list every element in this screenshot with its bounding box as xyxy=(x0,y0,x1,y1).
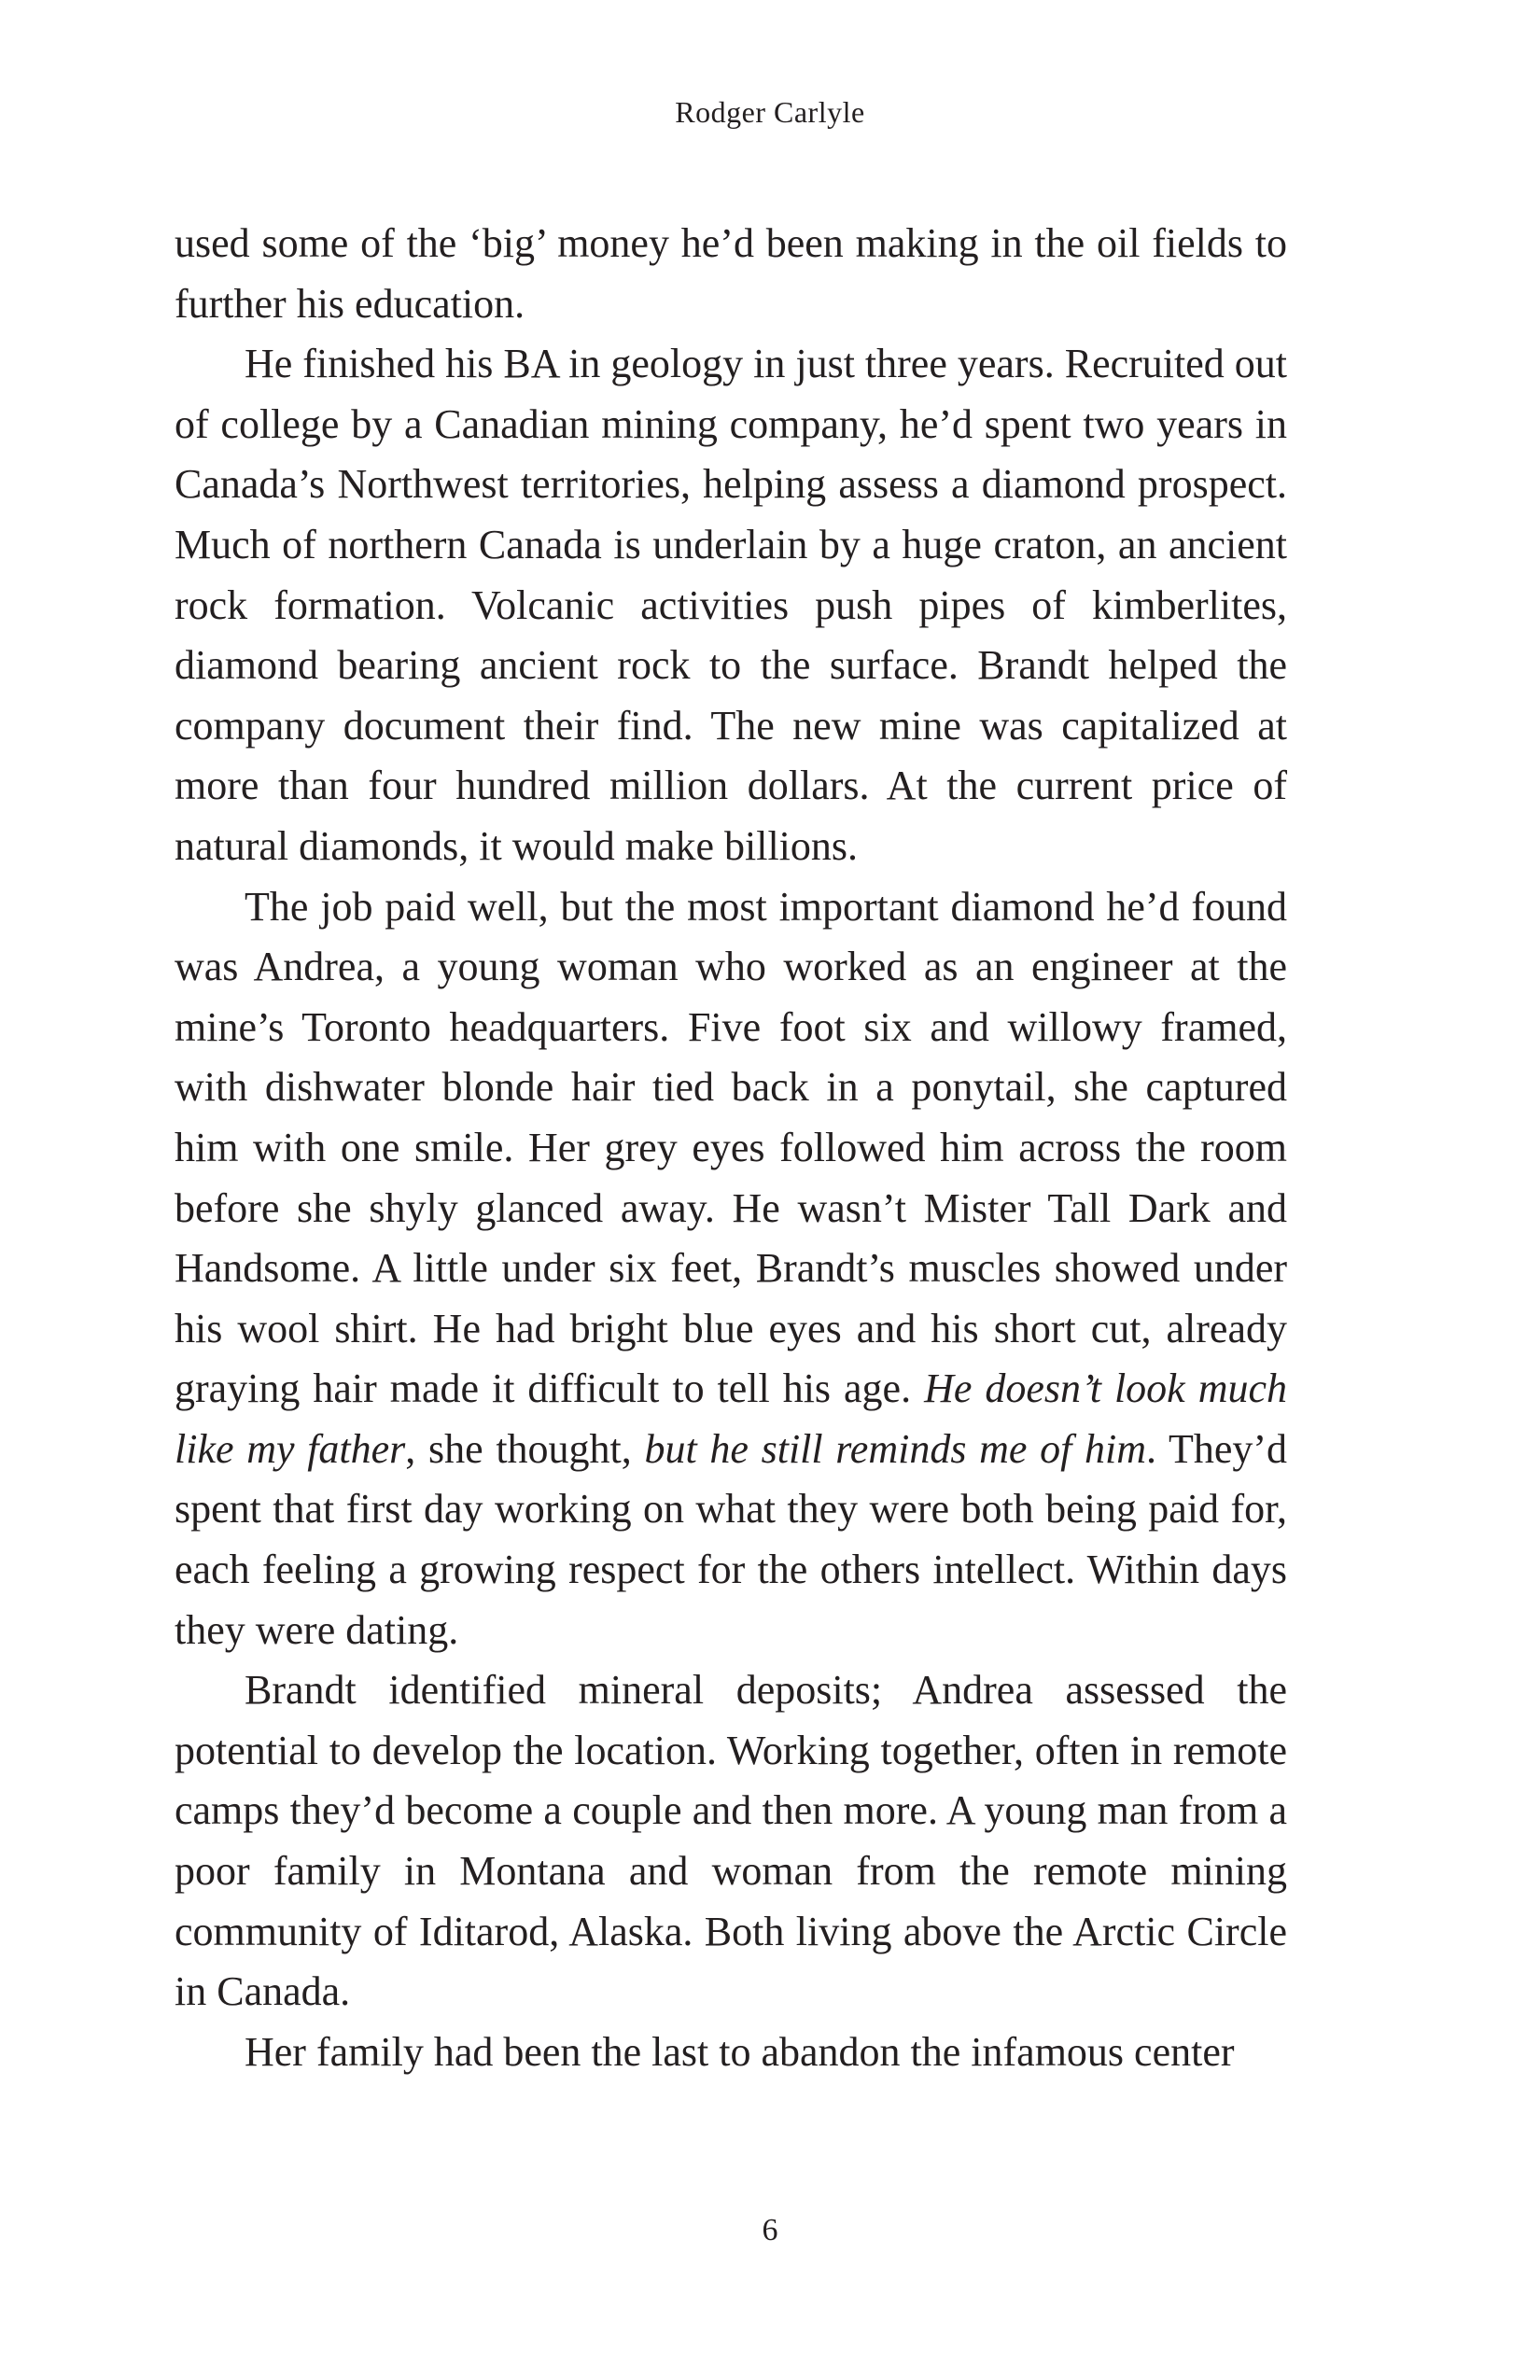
paragraph-1-text: used some of the ‘big’ money he’d been making in the oil fields to further his education. xyxy=(175,220,1287,327)
paragraph-2 xyxy=(175,334,1287,876)
page-number xyxy=(0,2212,1540,2249)
paragraph-3-italic-a: He doesn’t look much like my father xyxy=(175,1365,1287,1472)
paragraph-2-text: He finished his BA in geology in just three years. Recruited out of college by a Canadian mining company, he’d spent two years in Canada’s Northwest territories, helping assess a diamond prospect. Much of northern Canada is underlain by a huge craton, an ancient rock formation. Volcanic activities push pipes of kimberlites, diamond bearing ancient rock to the surface. Brandt helped the company document their find. The new mine was capitalized at more than four hundred million dollars. At the current price of natural diamonds, it would make billions. xyxy=(175,341,1287,869)
paragraph-3-text-b: , she thought, xyxy=(405,1425,645,1472)
running-header xyxy=(0,93,1540,131)
paragraph-5 xyxy=(175,2023,1287,2083)
author-name: Rodger Carlyle xyxy=(675,95,865,129)
paragraph-4-text: Brandt identified mineral deposits; Andrea assessed the potential to develop the location. Working together, often in remote camps they’d become a couple and then more. A young man from a poor family in Montana and woman from the remote mining community of Iditarod, Alaska. Both living above the Arctic Circle in Canada. xyxy=(175,1667,1287,2015)
paragraph-5-text: Her family had been the last to abandon the infamous center xyxy=(245,2028,1235,2075)
paragraph-3-text-c: . They’d spent that first day working on what they were both being paid for, each feeling a growing respect for the others intellect. Within days they were dating. xyxy=(175,1425,1287,1653)
paragraph-3-italic-b: but he still reminds me of him xyxy=(644,1425,1147,1472)
paragraph-3-text-a: The job paid well, but the most important diamond he’d found was Andrea, a young woman who worked as an engineer at the mine’s Toronto headquarters. Five foot six and willowy framed, with dishwater blonde hair tied back in a ponytail, she captured him with one smile. Her grey eyes followed him across the room before she shyly glanced away. He wasn’t Mister Tall Dark and Handsome. A little under six feet, Brandt’s muscles showed under his wool shirt. He had bright blue eyes and his short cut, already graying hair made it difficult to tell his age. xyxy=(175,883,1287,1412)
paragraph-4 xyxy=(175,1660,1287,2023)
page-number-text: 6 xyxy=(762,2213,778,2247)
body-text xyxy=(175,214,1287,2082)
paragraph-3 xyxy=(175,877,1287,1661)
paragraph-1 xyxy=(175,214,1287,334)
